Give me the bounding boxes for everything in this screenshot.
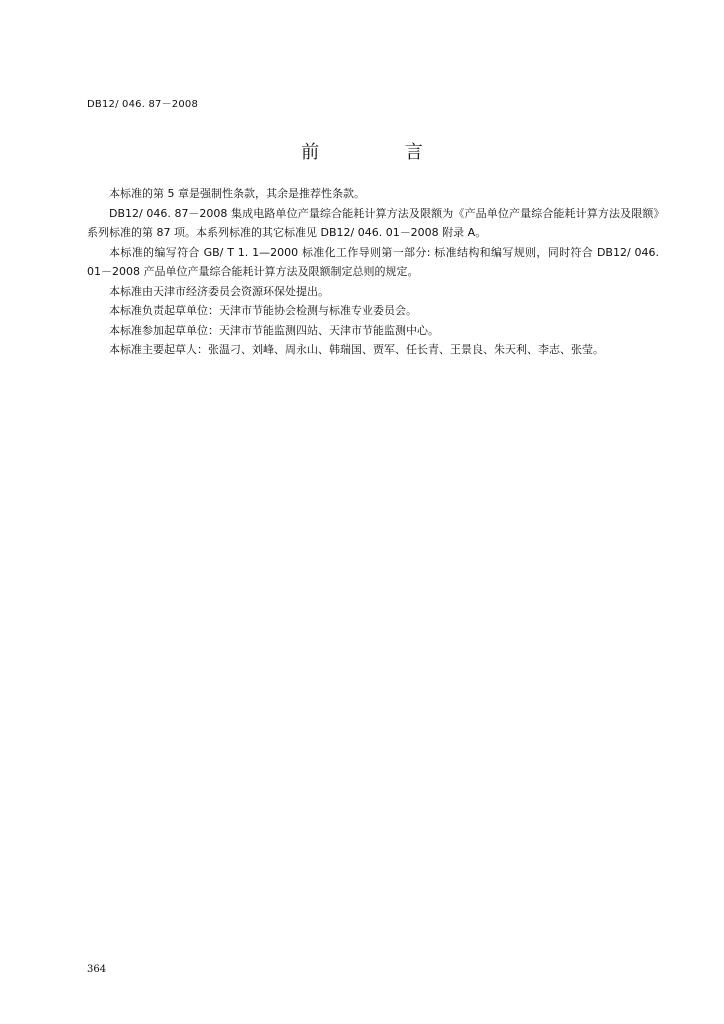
document-code: DB12/ 046. 87－2008 xyxy=(87,99,199,110)
paragraph-standard-scope: DB12/ 046. 87－2008 集成电路单位产量综合能耗计算方法及限额为《产品单位产量综合能耗计算方法及限额》系列标准的第 87 项。本系列标准的其它标准见 DB12/ 046. 01－2008 附录 A。 xyxy=(87,206,659,239)
paragraph-drafting-rules: 本标准的编写符合 GB/ T 1. 1—2000 标准化工作导则第一部分: 标准结构和编写规则，同时符合 DB12/ 046. 01－2008 产品单位产量综合能耗计算方法及限额制定总则的规定。 xyxy=(87,245,659,278)
paragraph-lead-drafter: 本标准负责起草单位：天津市节能协会检测与标准专业委员会。 xyxy=(109,304,417,317)
paragraph-main-authors: 本标准主要起草人：张温刁、刘峰、周永山、韩瑞国、贾军、任长青、王景良、朱天利、李志、张莹。 xyxy=(109,343,604,356)
paragraph-participating-drafters: 本标准参加起草单位：天津市节能监测四站、天津市节能监测中心。 xyxy=(109,323,439,337)
page-number: 364 xyxy=(87,964,107,975)
page-title: 前 言 xyxy=(301,142,463,163)
foreword-body xyxy=(87,184,659,360)
paragraph-proposer: 本标准由天津市经济委员会资源环保处提出。 xyxy=(109,284,329,298)
paragraph-mandatory-clause: 本标准的第 5 章是强制性条款，其余是推荐性条款。 xyxy=(109,187,365,200)
